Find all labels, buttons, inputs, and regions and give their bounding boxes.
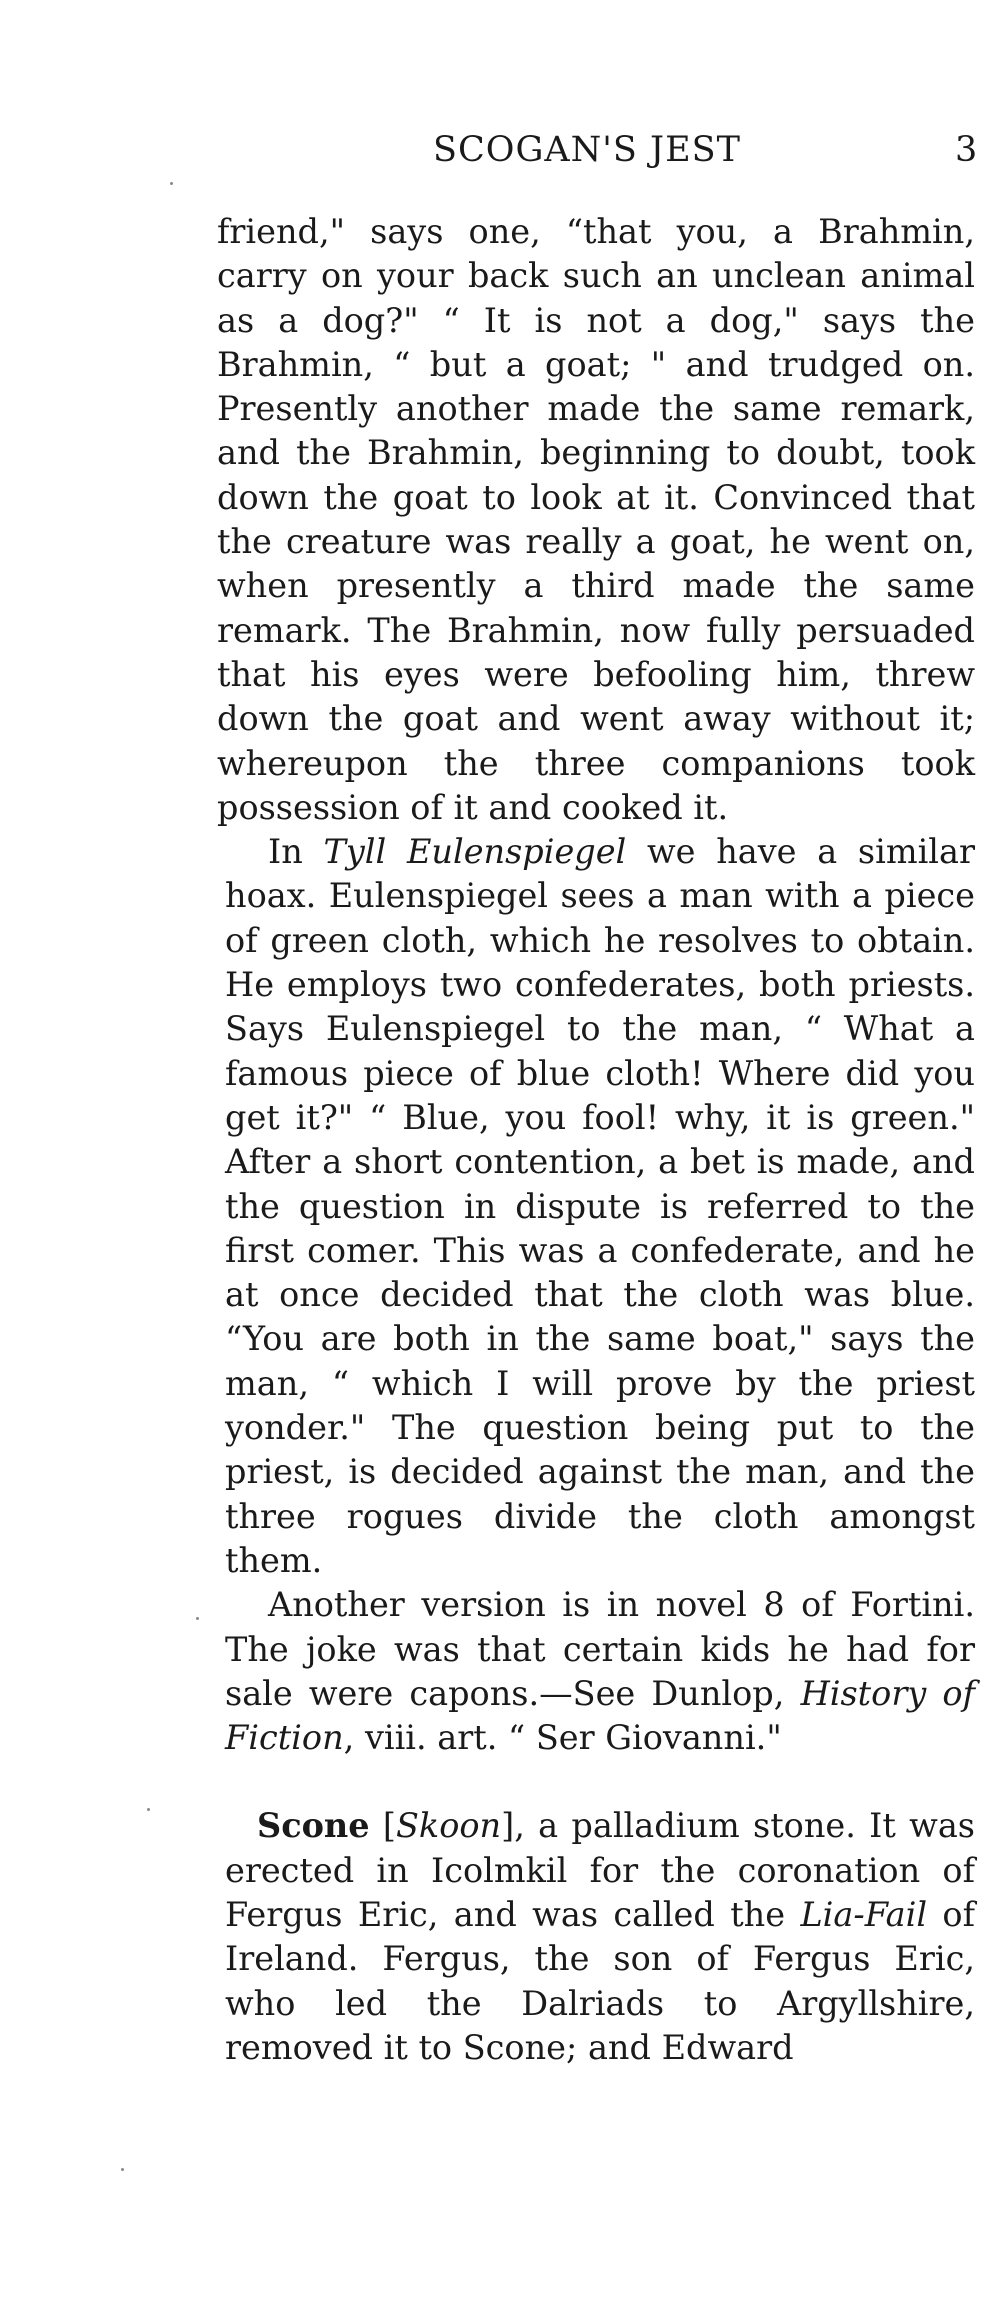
- paragraph-text: [: [369, 1806, 396, 1846]
- book-title: History of Fiction: [225, 1673, 975, 1758]
- page-number: 3: [955, 130, 978, 170]
- paragraph-text: of Ireland. Fergus, the son of Fergus Eric, who led the Dalriads to Argyllshire, removed it to Scone; and Edward: [225, 1894, 976, 2067]
- paragraph-text: friend," says one, “that you, a Brahmin, carry on your back such an unclean animal as a dog?" “ It is not a dog," says the Brahmin, “ but a goat; " and trudged on. Presently another made the same remark, and the Brahmin, beginning to doubt, took down the goat to look at it. Convinced that the creature was really a goat, he went on, when presently a third made the same remark. The Brahmin, now fully persuaded that his eyes were befooling him, threw down the goat and went away without it; whereupon the three companions took possession of it and cooked it.: [217, 212, 975, 827]
- paragraph-eulenspiegel: [225, 830, 975, 1583]
- paragraph-fortini: [225, 1583, 975, 1760]
- italic-term: Lia-Fail: [800, 1894, 928, 1934]
- print-speck: [147, 1808, 150, 1811]
- print-speck: [121, 2168, 124, 2171]
- paragraph-text: In: [268, 832, 324, 872]
- book-title: Tyll Eulenspiegel: [323, 832, 627, 872]
- body-text: [217, 210, 976, 2070]
- paragraph-continuation: [217, 210, 975, 830]
- entry-headword: Scone: [257, 1806, 370, 1846]
- print-speck: [196, 1617, 199, 1620]
- paragraph-text: Another version is in novel 8 of Fortini. The joke was that certain kids he had for sale were capons.—See Dunlop,: [225, 1585, 975, 1713]
- print-speck: [170, 182, 173, 185]
- paragraph-text: we have a similar hoax. Eulenspiegel sees a man with a piece of green cloth, which he resolves to obtain. He employs two confederates, both priests. Says Eulenspiegel to the man, “ What a famous piece of blue cloth! Where did you get it?" “ Blue, you fool! why, it is green." After a short contention, a bet is made, and the question in dispute is referred to the first comer. This was a confederate, and he at once decided that the cloth was blue. “You are both in the same boat," says the man, “ which I will prove by the priest yonder." The question being put to the priest, is decided against the man, and the three rogues divide the cloth amongst them.: [225, 832, 975, 1580]
- running-title: SCOGAN'S JEST: [433, 130, 741, 170]
- dictionary-entry-scone: [225, 1804, 975, 2070]
- paragraph-text: ], a palladium stone. It was erected in Icolmkil for the coronation of Fergus Eric, and was called the: [225, 1806, 975, 1934]
- paragraph-text: , viii. art. “ Ser Giovanni.": [343, 1718, 782, 1758]
- pronunciation: Skoon: [395, 1806, 502, 1846]
